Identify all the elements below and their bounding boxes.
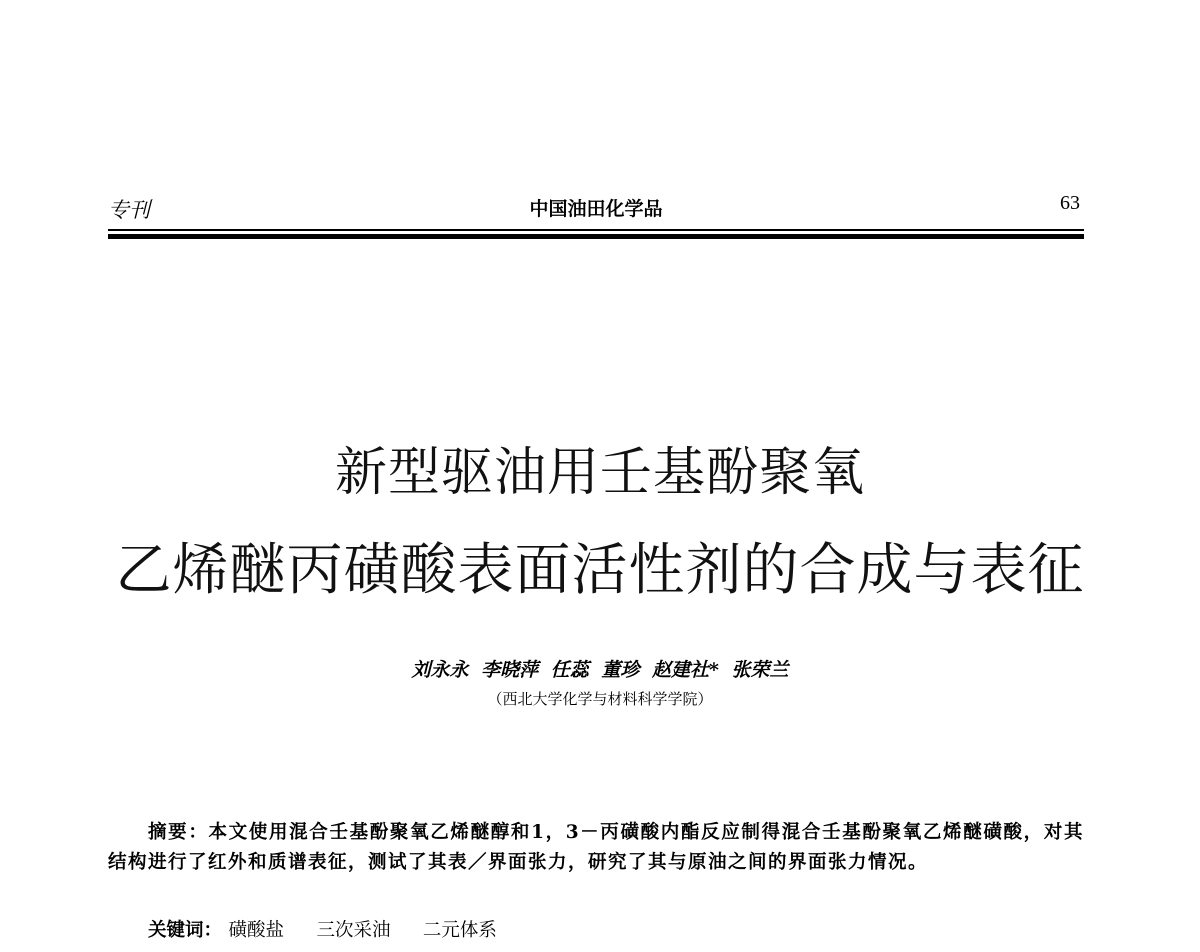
page-header [108,192,1084,222]
header-rule-thin [108,229,1084,231]
abstract: 摘要：本文使用混合壬基酚聚氧乙烯醚醇和1，3－丙磺酸内酯反应制得混合壬基酚聚氧乙烯醚磺酸，对其结构进行了红外和质谱表征，测试了其表／界面张力，研究了其与原油之间的界面张力情况。 [108,822,1084,873]
keywords [148,916,523,942]
title-line-2: 乙烯醚丙磺酸表面活性剂的合成与表征 [115,538,1085,603]
title-line-1: 新型驱油用壬基酚聚氧 [334,443,865,503]
running-title: 专刊 [108,198,150,222]
keyword: 三次采油 [316,920,391,941]
header-rule-thick [108,234,1084,239]
keyword: 二元体系 [422,920,497,941]
affiliation: （西北大学化学与材料科学学院） [487,690,713,708]
journal-name: 中国油田化学品 [529,198,663,220]
page-number: 63 [1060,192,1080,214]
keywords-label: 关键词： [148,920,223,941]
author-list: 刘永永 李晓萍 任蕊 董珍 赵建社* 张荣兰 [411,659,789,681]
keyword: 磺酸盐 [228,920,284,941]
